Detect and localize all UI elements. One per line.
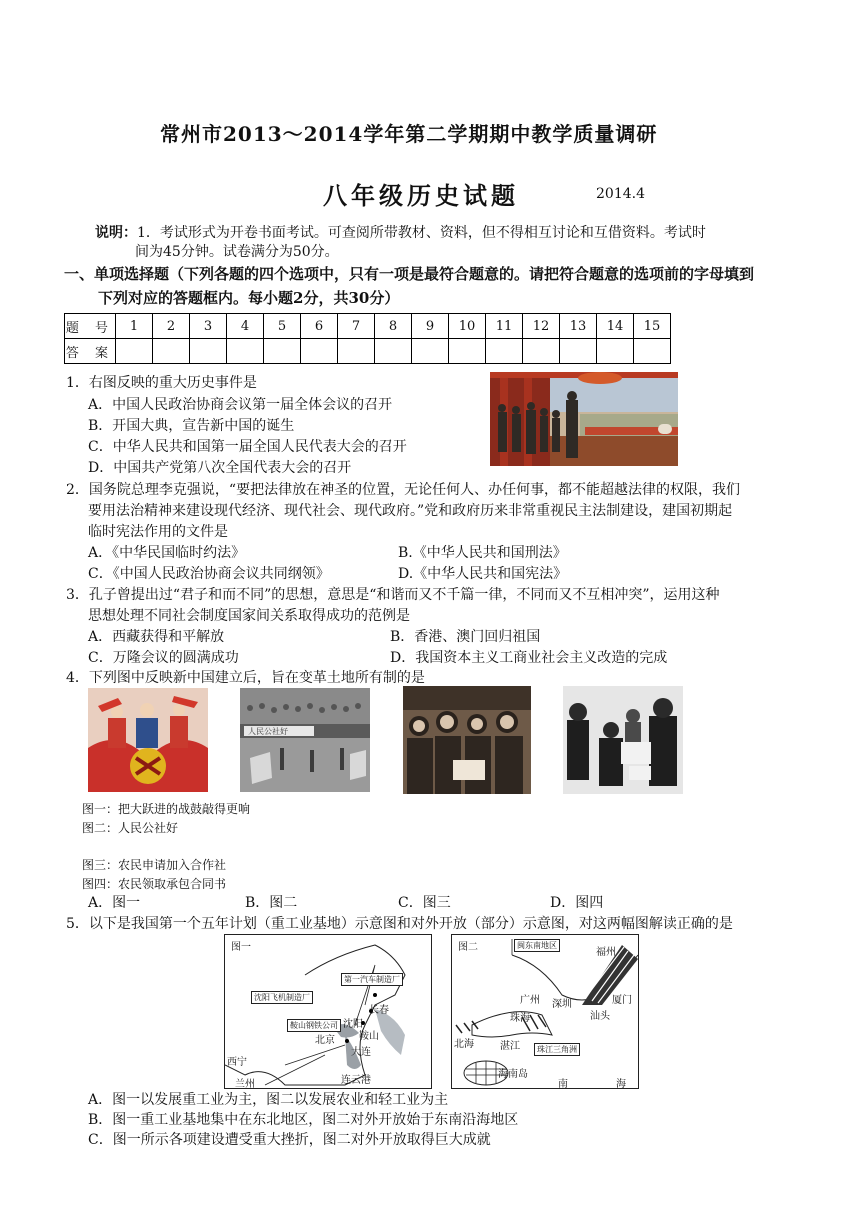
q4-stem: 4．下列图中反映新中国建立后，旨在变革土地所有制的是 [66,670,425,686]
map1-beijing: 北京 [315,1035,335,1046]
q1-option-d: D．中国共产党第八次全国代表大会的召开 [88,460,352,476]
map2-shenzhen: 深圳 [552,999,572,1010]
answer-cell[interactable] [227,339,264,364]
map1-anshan: 鞍山 [359,1031,379,1042]
q2-option-a: A．《中华民国临时约法》 [88,545,246,561]
map2-hai: 海 [616,1079,626,1090]
map1-label-faw: 第一汽车制造厂 [341,973,403,986]
map2-hainan: 海南岛 [498,1069,528,1080]
table-number-cell: 5 [264,314,301,339]
notes-line2: 间为45分钟。试卷满分为50分。 [135,244,339,260]
q4-caption-2: 图二：人民公社好 [82,821,179,835]
table-header-number: 题 号 [65,314,116,339]
q1-option-b: B．开国大典，宣告新中国的诞生 [88,418,295,434]
q4-option-c: C．图三 [398,895,451,911]
map-first-five-year-plan [224,934,432,1089]
answer-cell[interactable] [634,339,671,364]
table-header-answer: 答 案 [65,339,116,364]
q3-option-d: D．我国资本主义工商业社会主义改造的完成 [390,650,668,666]
map2-label-minnan: 闽东南地区 [514,939,560,952]
map2-zhuhai: 珠海 [510,1013,530,1024]
q4-caption-1: 图一：把大跃进的战鼓敲得更响 [82,802,251,816]
map2-shantou: 汕头 [590,1011,610,1022]
answer-cell[interactable] [560,339,597,364]
table-number-cell: 12 [523,314,560,339]
answer-cell[interactable] [412,339,449,364]
founding-ceremony-painting [490,372,678,466]
map2-fuzhou: 福州 [596,947,616,958]
table-number-cell: 4 [227,314,264,339]
map1-lianyungang: 连云港 [341,1075,371,1086]
table-number-cell: 2 [153,314,190,339]
exam-date: 2014.4 [596,186,645,202]
map2-zhanjiang: 湛江 [500,1041,520,1052]
q2-option-b: B.《中华人民共和国刑法》 [398,545,567,561]
map1-label-anshan-steel: 鞍山钢铁公司 [287,1019,341,1032]
q4-option-d: D．图四 [550,895,604,911]
table-number-cell: 6 [301,314,338,339]
commune-banner-text: 人民公社好 [248,727,288,736]
great-leap-poster-image [88,688,208,792]
answer-cell[interactable] [523,339,560,364]
answer-table-answer-row [65,339,671,364]
map1-changchun: 长春 [369,1005,389,1016]
map1-shenyang: 沈阳 [343,1019,363,1030]
map1-xining: 西宁 [227,1057,247,1068]
section1-line2: 下列对应的答题框内。每小题2分，共30分） [98,289,400,307]
answer-cell[interactable] [264,339,301,364]
q5-option-c: C．图一所示各项建设遭受重大挫折，图二对外开放取得巨大成就 [88,1132,491,1148]
table-number-cell: 14 [597,314,634,339]
map1-lanzhou: 兰州 [235,1079,255,1090]
contract-handout-photo [563,686,683,794]
cooperative-application-photo [403,686,531,794]
map2-xiamen: 厦门 [612,995,632,1006]
map1-dalian: 大连 [351,1047,371,1058]
answer-cell[interactable] [190,339,227,364]
subject-title: 八年级历史试题 [323,181,519,210]
table-number-cell: 13 [560,314,597,339]
answer-cell[interactable] [375,339,412,364]
q4-option-a: A．图一 [88,895,141,911]
peoples-commune-photo [240,688,370,792]
q5-option-a: A．图一以发展重工业为主，图二以发展农业和轻工业为主 [88,1092,449,1108]
map1-title: 图一 [231,942,251,953]
table-number-cell: 3 [190,314,227,339]
map-opening-up [451,934,639,1089]
q2-line3: 临时宪法作用的文件是 [88,524,228,540]
q2-line1: 2．国务院总理李克强说，“要把法律放在神圣的位置，无论任何人、办任何事，都不能超越法律的权限，我们 [66,482,741,498]
q1-option-a: A．中国人民政治协商会议第一届全体会议的召开 [88,397,393,413]
q3-option-c: C．万隆会议的圆满成功 [88,650,239,666]
table-number-cell: 9 [412,314,449,339]
map1-label-shenyang-aircraft: 沈阳飞机制造厂 [251,991,313,1004]
map2-guangzhou: 广州 [520,995,540,1006]
answer-cell[interactable] [449,339,486,364]
answer-cell[interactable] [301,339,338,364]
table-number-cell: 8 [375,314,412,339]
section1-line1: 一、单项选择题（下列各题的四个选项中，只有一项是最符合题意的。请把符合题意的选项前的字母填到 [64,265,755,283]
notes-line1 [95,223,706,244]
q3-option-a: A．西藏获得和平解放 [88,629,225,645]
q2-option-d: D.《中华人民共和国宪法》 [398,566,568,582]
answer-cell[interactable] [338,339,375,364]
table-number-cell: 15 [634,314,671,339]
answer-cell[interactable] [116,339,153,364]
answer-table-number-row [65,314,671,339]
notes-label: 说明： [95,225,137,241]
q4-caption-4: 图四：农民领取承包合同书 [82,877,227,891]
answer-cell[interactable] [597,339,634,364]
table-number-cell: 1 [116,314,153,339]
table-number-cell: 7 [338,314,375,339]
exam-title: 常州市2013～2014学年第二学期期中教学质量调研 [160,122,658,146]
table-number-cell: 11 [486,314,523,339]
q3-option-b: B．香港、澳门回归祖国 [390,629,541,645]
q5-option-b: B．图一重工业基地集中在东北地区，图二对外开放始于东南沿海地区 [88,1112,519,1128]
q1-stem: 1．右图反映的重大历史事件是 [66,375,257,391]
notes-text1: 1．考试形式为开卷书面考试。可查阅所带教材、资料，但不得相互讨论和互借资料。考试时 [137,225,706,241]
map2-beihai: 北海 [454,1039,474,1050]
answer-cell[interactable] [153,339,190,364]
q5-stem: 5．以下是我国第一个五年计划（重工业基地）示意图和对外开放（部分）示意图，对这两幅图解读正确的是 [66,916,733,932]
map2-title: 图二 [458,942,478,953]
q3-line1: 3．孔子曾提出过“君子和而不同”的思想，意思是“和谐而又不千篇一律，不同而又不互相冲突”，运用这种 [66,587,720,603]
answer-table [64,313,671,364]
map2-nan: 南 [558,1079,568,1090]
q4-caption-3: 图三：农民申请加入合作社 [82,858,227,872]
map2-label-pearl-delta: 珠江三角洲 [534,1043,580,1056]
q3-line2: 思想处理不同社会制度国家间关系取得成功的范例是 [88,608,410,624]
q1-option-c: C．中华人民共和国第一届全国人民代表大会的召开 [88,439,407,455]
answer-cell[interactable] [486,339,523,364]
table-number-cell: 10 [449,314,486,339]
q4-option-b: B．图二 [245,895,298,911]
q2-option-c: C．《中国人民政治协商会议共同纲领》 [88,566,330,582]
q2-line2: 要用法治精神来建设现代经济、现代社会、现代政府。”党和政府历来非常重视民主法制建设，建国初期起 [88,503,733,519]
